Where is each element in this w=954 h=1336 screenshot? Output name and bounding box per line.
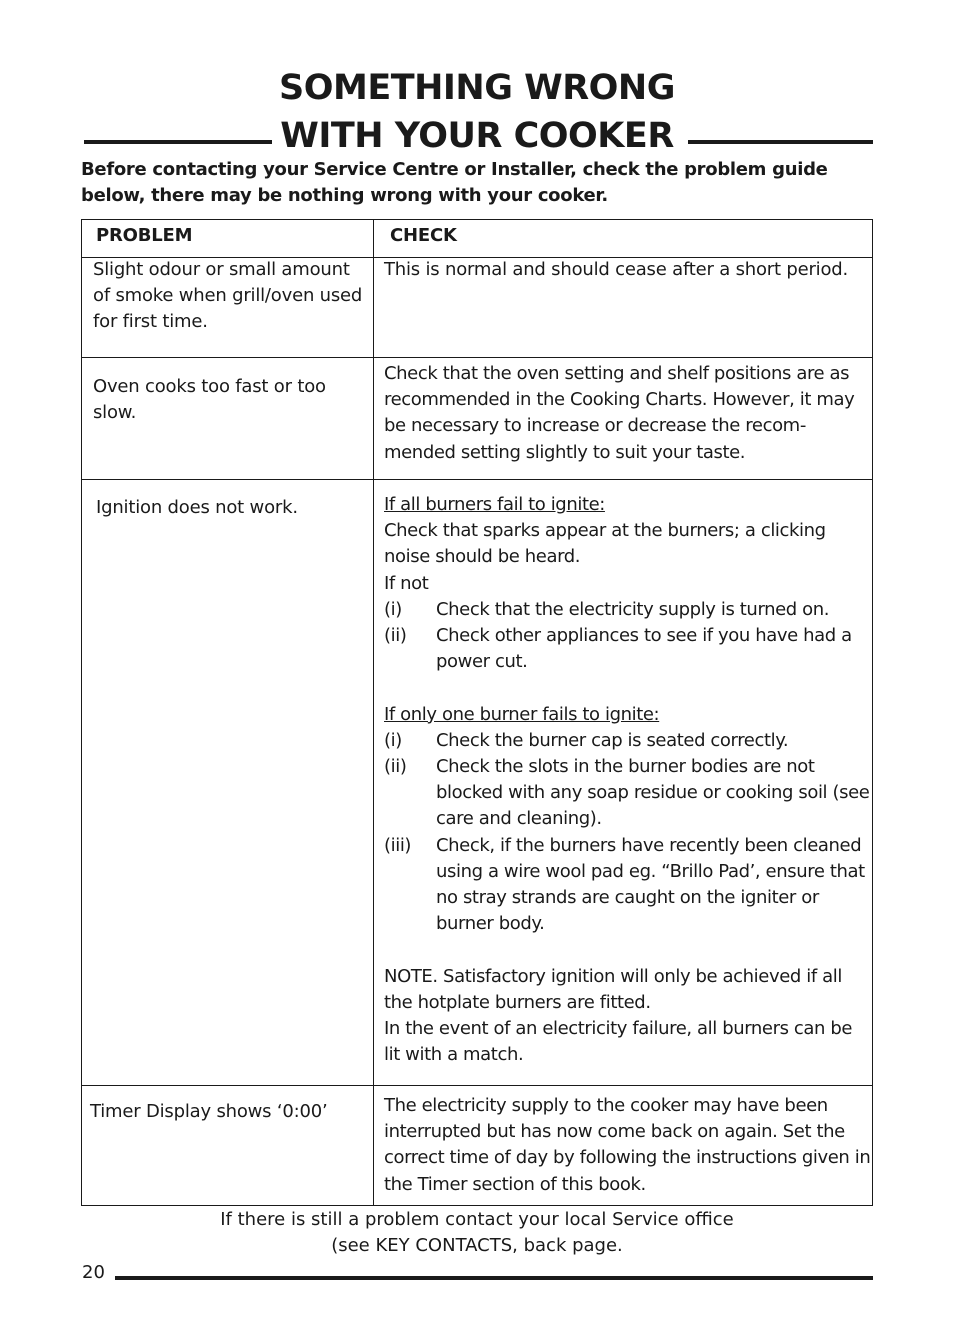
- list-item: [384, 597, 871, 623]
- title-rule-right: [688, 140, 873, 144]
- intro-paragraph: Before contacting your Service Centre or Installer, check the problem guide below, there may be nothing wrong with your cooker.: [81, 159, 828, 206]
- list-item: [384, 833, 871, 938]
- item-text: Check other appliances to see if you have had a power cut.: [436, 625, 852, 673]
- footer-line: If there is still a problem contact your local Service office: [220, 1209, 734, 1230]
- problem-cell: Slight odour or small amount of smoke when grill/oven used for first time.: [93, 259, 363, 333]
- item-number: (i): [384, 729, 402, 751]
- item-number: (ii): [384, 756, 407, 778]
- item-number: (ii): [384, 625, 407, 647]
- column-divider: [373, 219, 374, 1206]
- title-line-2: WITH YOUR COOKER: [280, 116, 674, 156]
- problem-cell: Timer Display shows ‘0:00’: [90, 1101, 328, 1122]
- subheading-one-burner: If only one burner fails to ignite:: [384, 703, 660, 725]
- page-title: [0, 64, 954, 160]
- item-text: Check the slots in the burner bodies are not blocked with any soap residue or cooking soil (see care and cleaning).: [436, 756, 870, 830]
- item-number: (i): [384, 598, 402, 620]
- list-item: [384, 754, 871, 833]
- title-rule-left: [84, 140, 272, 144]
- note-text: In the event of an electricity failure, all burners can be lit with a match.: [384, 1018, 853, 1066]
- check-text: If not: [384, 572, 429, 594]
- page-number: 20: [82, 1262, 105, 1283]
- row-divider: [81, 1085, 873, 1086]
- list-item: [384, 623, 871, 675]
- check-cell: Check that the oven setting and shelf positions are as recommended in the Cooking Charts. However, it may be necessary to increase or decrease the recom-mended setting slightly to suit your taste.: [384, 363, 855, 463]
- item-number: (iii): [384, 834, 412, 856]
- title-line-1: SOMETHING WRONG: [279, 68, 675, 108]
- column-header-problem: PROBLEM: [96, 225, 193, 246]
- item-text: Check, if the burners have recently been cleaned using a wire wool pad eg. “Brillo Pad’, ensure that no stray strands are caught on the igniter or burner body.: [436, 834, 865, 935]
- check-text: Check that sparks appear at the burners; a clicking noise should be heard.: [384, 520, 826, 568]
- list-item: [384, 728, 871, 754]
- item-text: Check that the electricity supply is turned on.: [436, 598, 830, 620]
- problem-cell: Ignition does not work.: [96, 497, 298, 518]
- check-cell: This is normal and should cease after a short period.: [384, 259, 849, 280]
- check-cell: The electricity supply to the cooker may have been interrupted but has now come back on again. Set the correct time of day by following the instructions given in the Timer section of this book.: [384, 1095, 871, 1195]
- item-text: Check the burner cap is seated correctly.: [436, 729, 789, 751]
- footer-line: (see KEY CONTACTS, back page.: [331, 1235, 623, 1256]
- note-text: NOTE. Satisfactory ignition will only be achieved if all the hotplate burners are fitted.: [384, 965, 842, 1013]
- check-cell: [384, 492, 871, 1068]
- footer-rule: [115, 1276, 873, 1280]
- subheading-all-burners: If all burners fail to ignite:: [384, 494, 605, 515]
- row-divider: [81, 357, 873, 358]
- row-divider: [81, 479, 873, 480]
- column-header-check: CHECK: [390, 225, 457, 246]
- problem-cell: Oven cooks too fast or too slow.: [93, 376, 326, 424]
